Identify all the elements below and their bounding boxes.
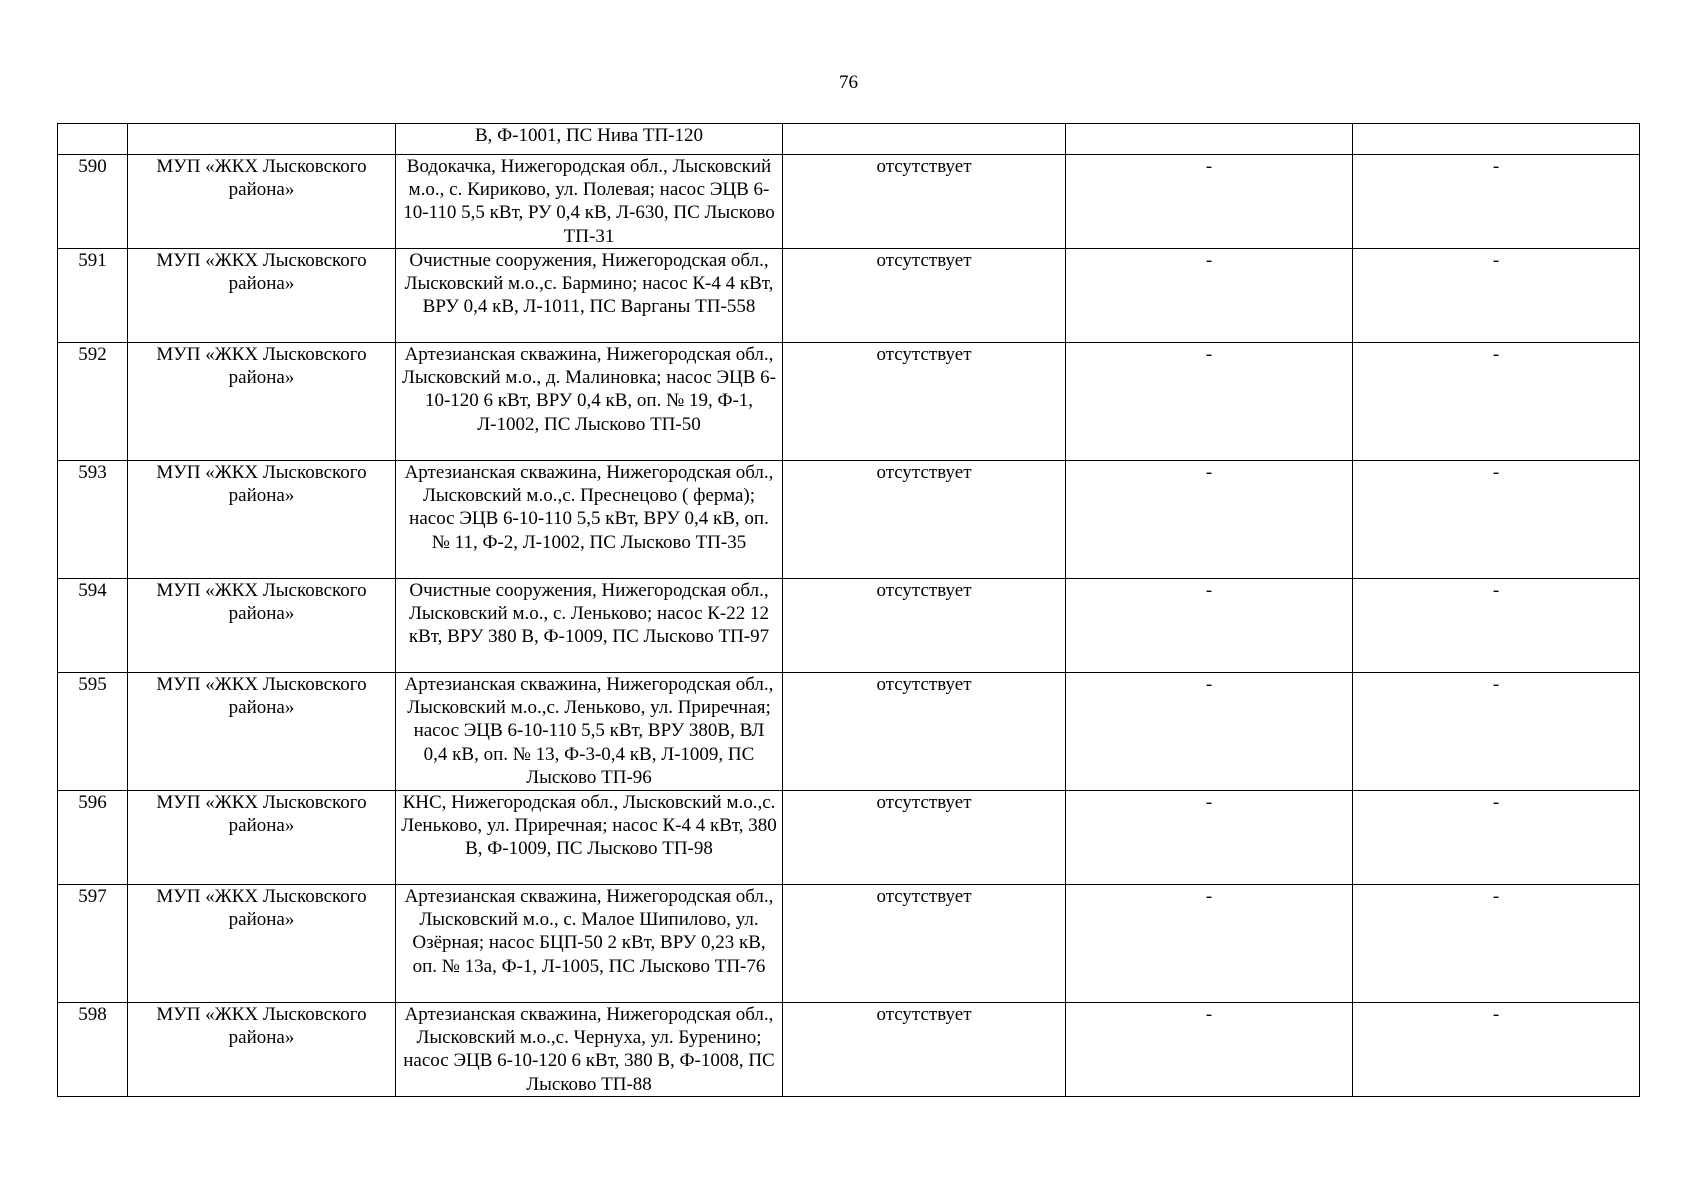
object-description-cell: Артезианская скважина, Нижегородская обл., Лысковский м.о., д. Малиновка; насос ЭЦВ 6-10-120 6 кВт, ВРУ 0,4 кВ, оп. № 19, Ф-1, Л-1002, ПС Лысково ТП-50 bbox=[396, 343, 783, 461]
row-number-cell: 596 bbox=[58, 791, 128, 885]
object-description-cell: Артезианская скважина, Нижегородская обл., Лысковский м.о.,с. Преснецово ( ферма); насос ЭЦВ 6-10-110 5,5 кВт, ВРУ 0,4 кВ, оп. № 11, Ф-2, Л-1002, ПС Лысково ТП-35 bbox=[396, 461, 783, 579]
row-number-cell bbox=[58, 124, 128, 155]
row-number-cell: 593 bbox=[58, 461, 128, 579]
status-cell: отсутствует bbox=[783, 249, 1066, 343]
column-6-cell: - bbox=[1353, 885, 1640, 1003]
organization-cell bbox=[128, 124, 396, 155]
organization-cell: МУП «ЖКХ Лысковского района» bbox=[128, 461, 396, 579]
table-row bbox=[58, 1003, 1640, 1097]
organization-cell: МУП «ЖКХ Лысковского района» bbox=[128, 673, 396, 791]
row-number-cell: 595 bbox=[58, 673, 128, 791]
object-description-cell: В, Ф-1001, ПС Нива ТП-120 bbox=[396, 124, 783, 155]
status-cell: отсутствует bbox=[783, 579, 1066, 673]
status-cell bbox=[783, 124, 1066, 155]
column-5-cell: - bbox=[1066, 673, 1353, 791]
column-6-cell: - bbox=[1353, 155, 1640, 249]
column-6-cell: - bbox=[1353, 1003, 1640, 1097]
row-number-cell: 598 bbox=[58, 1003, 128, 1097]
organization-cell: МУП «ЖКХ Лысковского района» bbox=[128, 579, 396, 673]
row-number-cell: 592 bbox=[58, 343, 128, 461]
column-6-cell bbox=[1353, 124, 1640, 155]
organization-cell: МУП «ЖКХ Лысковского района» bbox=[128, 249, 396, 343]
column-6-cell: - bbox=[1353, 461, 1640, 579]
column-5-cell: - bbox=[1066, 343, 1353, 461]
object-description-cell: КНС, Нижегородская обл., Лысковский м.о.,с. Леньково, ул. Приречная; насос К-4 4 кВт, 380 В, Ф-1009, ПС Лысково ТП-98 bbox=[396, 791, 783, 885]
column-5-cell: - bbox=[1066, 249, 1353, 343]
object-description-cell: Артезианская скважина, Нижегородская обл., Лысковский м.о.,с. Леньково, ул. Приречная; насос ЭЦВ 6-10-110 5,5 кВт, ВРУ 380В, ВЛ 0,4 кВ, оп. № 13, Ф-3-0,4 кВ, Л-1009, ПС Лысково ТП-96 bbox=[396, 673, 783, 791]
object-description-cell: Очистные сооружения, Нижегородская обл., Лысковский м.о.,с. Бармино; насос К-4 4 кВт, ВРУ 0,4 кВ, Л-1011, ПС Варганы ТП-558 bbox=[396, 249, 783, 343]
table-row bbox=[58, 673, 1640, 791]
status-cell: отсутствует bbox=[783, 673, 1066, 791]
table-row bbox=[58, 791, 1640, 885]
column-5-cell: - bbox=[1066, 791, 1353, 885]
table-row bbox=[58, 124, 1640, 155]
column-6-cell: - bbox=[1353, 673, 1640, 791]
status-cell: отсутствует bbox=[783, 885, 1066, 1003]
object-description-cell: Водокачка, Нижегородская обл., Лысковский м.о., с. Кириково, ул. Полевая; насос ЭЦВ 6-10-110 5,5 кВт, РУ 0,4 кВ, Л-630, ПС Лысково ТП-31 bbox=[396, 155, 783, 249]
table-row bbox=[58, 155, 1640, 249]
column-6-cell: - bbox=[1353, 343, 1640, 461]
row-number-cell: 591 bbox=[58, 249, 128, 343]
row-number-cell: 597 bbox=[58, 885, 128, 1003]
row-number-cell: 594 bbox=[58, 579, 128, 673]
status-cell: отсутствует bbox=[783, 461, 1066, 579]
status-cell: отсутствует bbox=[783, 155, 1066, 249]
organization-cell: МУП «ЖКХ Лысковского района» bbox=[128, 155, 396, 249]
column-6-cell: - bbox=[1353, 579, 1640, 673]
page-number: 76 bbox=[839, 72, 858, 93]
table-row bbox=[58, 343, 1640, 461]
table-row bbox=[58, 885, 1640, 1003]
organization-cell: МУП «ЖКХ Лысковского района» bbox=[128, 1003, 396, 1097]
table-row bbox=[58, 579, 1640, 673]
column-5-cell: - bbox=[1066, 461, 1353, 579]
status-cell: отсутствует bbox=[783, 343, 1066, 461]
status-cell: отсутствует bbox=[783, 1003, 1066, 1097]
column-5-cell bbox=[1066, 124, 1353, 155]
column-6-cell: - bbox=[1353, 791, 1640, 885]
column-5-cell: - bbox=[1066, 155, 1353, 249]
status-cell: отсутствует bbox=[783, 791, 1066, 885]
object-description-cell: Очистные сооружения, Нижегородская обл., Лысковский м.о., с. Леньково; насос К-22 12 кВт, ВРУ 380 В, Ф-1009, ПС Лысково ТП-97 bbox=[396, 579, 783, 673]
table-row bbox=[58, 461, 1640, 579]
object-description-cell: Артезианская скважина, Нижегородская обл., Лысковский м.о.,с. Чернуха, ул. Буренино; насос ЭЦВ 6-10-120 6 кВт, 380 В, Ф-1008, ПС Лысково ТП-88 bbox=[396, 1003, 783, 1097]
column-5-cell: - bbox=[1066, 885, 1353, 1003]
column-5-cell: - bbox=[1066, 1003, 1353, 1097]
object-description-cell: Артезианская скважина, Нижегородская обл., Лысковский м.о., с. Малое Шипилово, ул. Озёрная; насос БЦП-50 2 кВт, ВРУ 0,23 кВ, оп. № 13а, Ф-1, Л-1005, ПС Лысково ТП-76 bbox=[396, 885, 783, 1003]
organization-cell: МУП «ЖКХ Лысковского района» bbox=[128, 791, 396, 885]
organization-cell: МУП «ЖКХ Лысковского района» bbox=[128, 343, 396, 461]
column-5-cell: - bbox=[1066, 579, 1353, 673]
registry-table bbox=[57, 123, 1640, 1097]
column-6-cell: - bbox=[1353, 249, 1640, 343]
organization-cell: МУП «ЖКХ Лысковского района» bbox=[128, 885, 396, 1003]
table-row bbox=[58, 249, 1640, 343]
row-number-cell: 590 bbox=[58, 155, 128, 249]
